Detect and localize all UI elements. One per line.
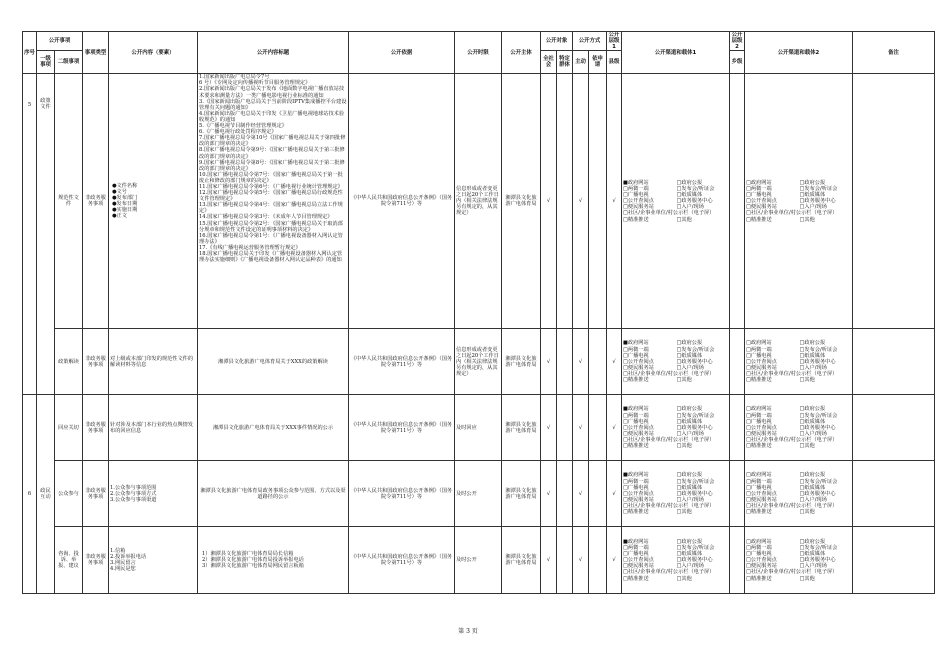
channel-item: □社区/企事业单位/村公示栏（电子屏）: [623, 370, 715, 377]
channel-item: □其他: [676, 216, 692, 223]
channel-item: □便民服务站: [746, 364, 777, 371]
cell-mode-request: [589, 329, 607, 395]
channel-item: □社区/企事业单位/村公示栏（电子屏）: [623, 569, 715, 576]
channel-item: □政务服务中心: [676, 358, 713, 365]
row-basis: 《中华人民共和国政府信息公开条例》（国务院令第711号）等: [349, 329, 455, 395]
cell-remark: [853, 461, 935, 527]
channel-item: □政府公报: [676, 538, 703, 545]
cell-level2: [730, 527, 745, 594]
channel-item: □发布会/听证会: [799, 478, 838, 485]
channel-item: □两微一端: [623, 478, 649, 485]
channel-item: □政府公报: [676, 179, 703, 186]
page-number: 第 3 页: [458, 628, 478, 635]
row-type: 非政务服务事项: [83, 461, 109, 527]
channel-item: □广播电视: [746, 484, 772, 491]
channel-item: □发布会/听证会: [676, 412, 715, 419]
header-mode: 公开方式: [573, 32, 607, 51]
channel-item: □便民服务站: [623, 430, 654, 437]
channel-item: □社区/企事业单位/村公示栏（电子屏）: [623, 436, 715, 443]
channel-item: □两微一端: [746, 412, 772, 419]
channel-item: □入户/现场: [676, 563, 704, 570]
channel-item: □纸质媒体: [676, 551, 703, 558]
channel-item: □政务服务中心: [799, 490, 836, 497]
tick-level1: √: [607, 74, 622, 329]
channel2-cell: [745, 461, 853, 527]
cell-target-specific: [557, 527, 573, 594]
channel-item: □发布会/听证会: [676, 346, 715, 353]
channel-item: □发布会/听证会: [799, 346, 838, 353]
channel-item: □广播电视: [746, 551, 772, 558]
row-content: ●文件名称 ●文号 ●发布部门 ●发布日期 ●实施日期 ●正文: [109, 74, 198, 329]
channel-item: □发布会/听证会: [676, 478, 715, 485]
row-basis: 《中华人民共和国政府信息公开条例》（国务院令第711号）等: [349, 461, 455, 527]
channel-item: □便民服务站: [746, 563, 777, 570]
table-row: [23, 527, 935, 594]
row-type: 非政务服务事项: [83, 395, 109, 461]
channel-item: □政务服务中心: [799, 557, 836, 564]
channel-item: □入户/现场: [799, 430, 827, 437]
channel-item: □社区/企事业单位/村公示栏（电子屏）: [746, 569, 838, 576]
channel-item: □公开查阅点: [623, 557, 654, 564]
cell-mode-request: [589, 527, 607, 594]
channel-item: □政府网站: [746, 472, 772, 479]
channel2-cell: [745, 74, 853, 329]
header-level2-sub: 乡级: [730, 51, 745, 74]
channel-item: □精准推送: [623, 509, 649, 516]
row-content: 对上级或本部门印发的规范性文件的解读材料等信息: [109, 329, 198, 395]
channel-item: □便民服务站: [746, 430, 777, 437]
row-l2: 回应关切: [55, 395, 83, 461]
channel1-cell: [622, 395, 730, 461]
header-remark: 备注: [853, 32, 935, 74]
channel1-cell: [622, 74, 730, 329]
channel-item: □发布会/听证会: [799, 412, 838, 419]
tick-level1: √: [607, 461, 622, 527]
channel-item: □纸质媒体: [676, 484, 703, 491]
cell-remark: [853, 74, 935, 329]
channel-item: □精准推送: [623, 377, 649, 384]
cell-mode-request: [589, 74, 607, 329]
channel-item: □纸质媒体: [799, 484, 826, 491]
channel-item: □精准推送: [623, 575, 649, 582]
row-basis: 《中华人民共和国政府信息公开条例》（国务院令第711号）等: [349, 74, 455, 329]
cell-mode-request: [589, 461, 607, 527]
group-l1: 政策文件: [37, 74, 55, 395]
header-item-l2: 二级事项: [55, 51, 83, 74]
channel-item: □广播电视: [623, 352, 649, 359]
channel-item: □便民服务站: [623, 563, 654, 570]
channel-item: □两微一端: [623, 346, 649, 353]
cell-target-specific: [557, 461, 573, 527]
channel-item: □政府公报: [799, 472, 826, 479]
channel-item: □政府网站: [746, 179, 772, 186]
channel-item: □其他: [799, 509, 815, 516]
channel-item: □政务服务中心: [676, 490, 713, 497]
cell-level2: [730, 395, 745, 461]
header-item: 公开事项: [37, 32, 83, 51]
table-row: [23, 395, 935, 461]
header-target: 公开对象: [541, 32, 573, 51]
row-standard: 1）湘潭县文化旅游广电体育局局长信箱 2）湘潭县文化旅游广电体育局投诉举报电话 3）湘潭县文化旅游广电体育局网民留言板箱: [198, 527, 349, 594]
channel-item: □其他: [799, 216, 815, 223]
header-seq: 序号: [23, 32, 37, 74]
channel-item: □公开查阅点: [746, 557, 777, 564]
row-time-limit: 及时公开: [455, 461, 502, 527]
channel-item: □入户/现场: [676, 364, 704, 371]
row-subject: 湘潭县文化旅游广电体育局: [502, 527, 541, 594]
row-l2: 咨询、投诉、举报、建议: [55, 527, 83, 594]
tick-level1: √: [607, 527, 622, 594]
header-level2: 公开层级2: [730, 32, 745, 51]
channel-item: □公开查阅点: [746, 424, 777, 431]
channel-item: □其他: [799, 443, 815, 450]
channel-item: □纸质媒体: [799, 192, 826, 199]
row-time-limit: 及时公开: [455, 527, 502, 594]
channel-item: □政府网站: [746, 340, 772, 347]
channel1-cell: [622, 329, 730, 395]
header-item-l1: 一级事项: [37, 51, 55, 74]
channel1-cell: [622, 527, 730, 594]
channel-item: □纸质媒体: [676, 192, 703, 199]
channel-item: □入户/现场: [799, 364, 827, 371]
channel-item: □入户/现场: [676, 204, 704, 211]
channel-item: □公开查阅点: [623, 424, 654, 431]
channel-item: □政府公报: [676, 406, 703, 413]
tick-level1: √: [607, 329, 622, 395]
channel-item: □便民服务站: [623, 364, 654, 371]
group-seq: 6: [23, 395, 37, 594]
channel-item: ■政府网站: [623, 538, 649, 545]
row-standard: 湘潭县文化旅游广电体育局政务事项公众参与范围、方式以及渠道路径的公示: [198, 461, 349, 527]
channel-item: □精准推送: [623, 216, 649, 223]
cell-level2: [730, 329, 745, 395]
channel-item: □其他: [799, 575, 815, 582]
header-mode-active: 主动: [573, 51, 589, 74]
channel-item: □发布会/听证会: [799, 545, 838, 552]
disclosure-table: [22, 31, 935, 594]
channel-item: □公开查阅点: [746, 198, 777, 205]
channel-item: □纸质媒体: [676, 418, 703, 425]
channel-item: □社区/企事业单位/村公示栏（电子屏）: [623, 210, 715, 217]
channel-item: □社区/企事业单位/村公示栏（电子屏）: [746, 502, 838, 509]
channel-item: □公开查阅点: [623, 490, 654, 497]
row-standard: 湘潭县文化旅游广电体育局关于XXX事件情况的公示: [198, 395, 349, 461]
channel-item: □精准推送: [746, 575, 772, 582]
group-seq: 5: [23, 74, 37, 395]
channel-item: □公开查阅点: [746, 490, 777, 497]
row-basis: 《中华人民共和国政府信息公开条例》（国务院令第711号）等: [349, 527, 455, 594]
channel-item: □精准推送: [623, 443, 649, 450]
disclosure-table-page: [22, 31, 935, 594]
row-standard: 湘潭县文化旅游广电体育局关于XXX的政策解读: [198, 329, 349, 395]
cell-level2: [730, 461, 745, 527]
channel2-cell: [745, 395, 853, 461]
cell-mode-request: [589, 395, 607, 461]
channel-item: □公开查阅点: [746, 358, 777, 365]
channel-item: □精准推送: [746, 509, 772, 516]
channel-item: □广播电视: [623, 418, 649, 425]
header-level1-sub: 县级: [607, 51, 622, 74]
tick-target-all: √: [541, 461, 557, 527]
row-time-limit: 及时回应: [455, 395, 502, 461]
channel-item: □政务服务中心: [676, 198, 713, 205]
channel-item: □便民服务站: [623, 496, 654, 503]
row-l2: 政策解读: [55, 329, 83, 395]
channel-item: □两微一端: [746, 545, 772, 552]
header-subject: 公开主体: [502, 32, 541, 74]
header-content: 公开内容（要素）: [109, 32, 198, 74]
tick-mode-active: √: [573, 329, 589, 395]
channel-item: □其他: [676, 377, 692, 384]
channel-item: ■政府网站: [623, 406, 649, 413]
channel-item: □广播电视: [623, 551, 649, 558]
channel-item: □精准推送: [746, 216, 772, 223]
row-time-limit: 信息形成或者变更之日起20个工作日内（相关法律法规另有规定的，从其规定）: [455, 329, 502, 395]
channel-item: □政务服务中心: [799, 358, 836, 365]
header-target-specific: 特定群体: [557, 51, 573, 74]
table-row: [23, 461, 935, 527]
channel-item: □两微一端: [746, 346, 772, 353]
channel-item: □政务服务中心: [799, 424, 836, 431]
channel-item: □政府公报: [676, 340, 703, 347]
channel-item: □社区/企事业单位/村公示栏（电子屏）: [746, 210, 838, 217]
channel-item: □政府网站: [746, 538, 772, 545]
channel2-cell: [745, 527, 853, 594]
channel-item: □纸质媒体: [799, 418, 826, 425]
table-row: [23, 329, 935, 395]
channel-item: □入户/现场: [676, 496, 704, 503]
cell-level2: [730, 74, 745, 329]
channel2-cell: [745, 329, 853, 395]
row-content: 1.公众参与事项范围 2.公众参与事项方式 3.公众参与事项渠道: [109, 461, 198, 527]
row-content: 1.信箱 2.投诉举报电话 3.网民留言 4.网民是您: [109, 527, 198, 594]
channel-item: □发布会/听证会: [799, 186, 838, 193]
cell-target-specific: [557, 395, 573, 461]
row-subject: 湘潭县文化旅游广电体育局: [502, 461, 541, 527]
header-channel1: 公开渠道和载体1: [622, 32, 730, 74]
row-type: 非政务服务事项: [83, 74, 109, 329]
channel-item: □政府公报: [799, 538, 826, 545]
tick-mode-active: √: [573, 461, 589, 527]
tick-level1: √: [607, 395, 622, 461]
header-level1: 公开层级1: [607, 32, 622, 51]
channel-item: □入户/现场: [799, 204, 827, 211]
channel-item: □政务服务中心: [799, 198, 836, 205]
channel-item: □政务服务中心: [676, 424, 713, 431]
row-type: 非政务服务事项: [83, 527, 109, 594]
row-standard: 1.国家新闻出版广电总局令7号 6 号）《专网及定向传播视听节目服务管理规定》 2.国家新闻出版广电总局关于发布《地面数字电视广播直放站技术要求和测量方法》一类广播电影电视行业标准的通知 3.《国家新闻出版广电总局关于当前阶段IPTV集成播控平台建设管理有关问题的通知》 4.国家新闻出版广电总局关于印发《卫星广播电视地球站技术验收规范》的通知 5.《广播电视节目制作经营管理规定》 6.《广播电视行政处罚程序规定》 7.国家广播电视总局令第10号《国家广播电视总局关于第四批修改的部门规章的决定》 8.国家广播电视总局令第9号：《国家广播电视总局关于第三批修改的部门规章的决定》 9.国家广播电视总局令第8号：《国家广播电视总局关于第二批修改的部门规章的决定》 10.国家广播电视总局令第7号：《国家广播电视总局关于第一批废止和修改的部门规章的决定》 11.国家广播电视总局令第6号：《广播电视行业统计管理规定》 12.国家广播电视总局令第5号：《国家广播电视总局行政规范性文件管理规定》 13.国家广播电视总局令第4号：《国家广播电视总局立法工作规定》 14.国家广播电视总局令第3号：《未成年人节目管理规定》 15.国家广播电视总局令第2号：《国家广播电视总局关于取消部分规章和规范性文件设定的证明事项材料的决定》 16.国家广播电视总局令第1号：《广播电视设备器材入网认定管理办法》 17.《有线广播电视运营服务管理暂行规定》 18.国家广播电视总局关于印发《广播电视设备器材入网认定管理办法实施细则》《广播电视设备器材入网认定品种表》的通知: [198, 74, 349, 329]
channel-item: □发布会/听证会: [676, 186, 715, 193]
tick-mode-active: √: [573, 74, 589, 329]
tick-mode-active: √: [573, 395, 589, 461]
row-content: 针对涉及本部门本行业的热点舆情发布的回应信息: [109, 395, 198, 461]
header-standard: 公开内容标题: [198, 32, 349, 74]
channel-item: □精准推送: [746, 443, 772, 450]
channel-item: □社区/企事业单位/村公示栏（电子屏）: [746, 436, 838, 443]
header-time-limit: 公开时限: [455, 32, 502, 74]
group-l1: 政民互动: [37, 395, 55, 594]
tick-target-all: √: [541, 527, 557, 594]
tick-target-all: √: [541, 329, 557, 395]
channel-item: □广播电视: [623, 192, 649, 199]
channel-item: □两微一端: [746, 478, 772, 485]
channel1-cell: [622, 461, 730, 527]
channel-item: □公开查阅点: [623, 358, 654, 365]
channel-item: □两微一端: [623, 412, 649, 419]
channel-item: □两微一端: [746, 186, 772, 193]
header-type: 事项类型: [83, 32, 109, 74]
channel-item: □广播电视: [623, 484, 649, 491]
channel-item: □其他: [676, 443, 692, 450]
cell-remark: [853, 329, 935, 395]
table-row: [23, 74, 935, 329]
channel-item: □精准推送: [746, 377, 772, 384]
row-basis: 《中华人民共和国政府信息公开条例》（国务院令第711号）等: [349, 395, 455, 461]
channel-item: □政府网站: [746, 406, 772, 413]
channel-item: □政府公报: [799, 406, 826, 413]
channel-item: □社区/企事业单位/村公示栏（电子屏）: [623, 502, 715, 509]
tick-target-all: √: [541, 74, 557, 329]
channel-item: □两微一端: [623, 545, 649, 552]
row-time-limit: 信息形成或者变更之日起20个工作日内（相关法律法规另有规定的，从其规定）: [455, 74, 502, 329]
channel-item: □其他: [676, 575, 692, 582]
row-subject: 湘潭县文化旅游广电体育局: [502, 395, 541, 461]
cell-remark: [853, 527, 935, 594]
row-l2: 规范性文件: [55, 74, 83, 329]
channel-item: □政务服务中心: [676, 557, 713, 564]
channel-item: □其他: [799, 377, 815, 384]
header-channel2: 公开渠道和载体2: [745, 32, 853, 74]
channel-item: □纸质媒体: [799, 551, 826, 558]
channel-item: ■政府网站: [623, 472, 649, 479]
channel-item: □便民服务站: [746, 204, 777, 211]
row-type: 非政务服务事项: [83, 329, 109, 395]
channel-item: □发布会/听证会: [676, 545, 715, 552]
channel-item: □入户/现场: [799, 563, 827, 570]
header-mode-request: 依申请: [589, 51, 607, 74]
cell-target-specific: [557, 329, 573, 395]
row-subject: 湘潭县文化旅游广电体育局: [502, 74, 541, 329]
channel-item: □纸质媒体: [676, 352, 703, 359]
tick-mode-active: √: [573, 527, 589, 594]
header-basis: 公开依据: [349, 32, 455, 74]
channel-item: □两微一端: [623, 186, 649, 193]
channel-item: □广播电视: [746, 352, 772, 359]
channel-item: □纸质媒体: [799, 352, 826, 359]
channel-item: ■政府网站: [623, 179, 649, 186]
channel-item: □广播电视: [746, 418, 772, 425]
channel-item: □政府公报: [799, 179, 826, 186]
channel-item: □便民服务站: [623, 204, 654, 211]
channel-item: □入户/现场: [799, 496, 827, 503]
cell-target-specific: [557, 74, 573, 329]
header-target-all: 全社会: [541, 51, 557, 74]
channel-item: □政府公报: [799, 340, 826, 347]
channel-item: ■政府网站: [623, 340, 649, 347]
row-subject: 湘潭县文化旅游广电体育局: [502, 329, 541, 395]
channel-item: □政府公报: [676, 472, 703, 479]
row-l2: 公众参与: [55, 461, 83, 527]
tick-target-all: √: [541, 395, 557, 461]
channel-item: □社区/企事业单位/村公示栏（电子屏）: [746, 370, 838, 377]
channel-item: □公开查阅点: [623, 198, 654, 205]
cell-remark: [853, 395, 935, 461]
channel-item: □广播电视: [746, 192, 772, 199]
channel-item: □便民服务站: [746, 496, 777, 503]
channel-item: □其他: [676, 509, 692, 516]
channel-item: □入户/现场: [676, 430, 704, 437]
